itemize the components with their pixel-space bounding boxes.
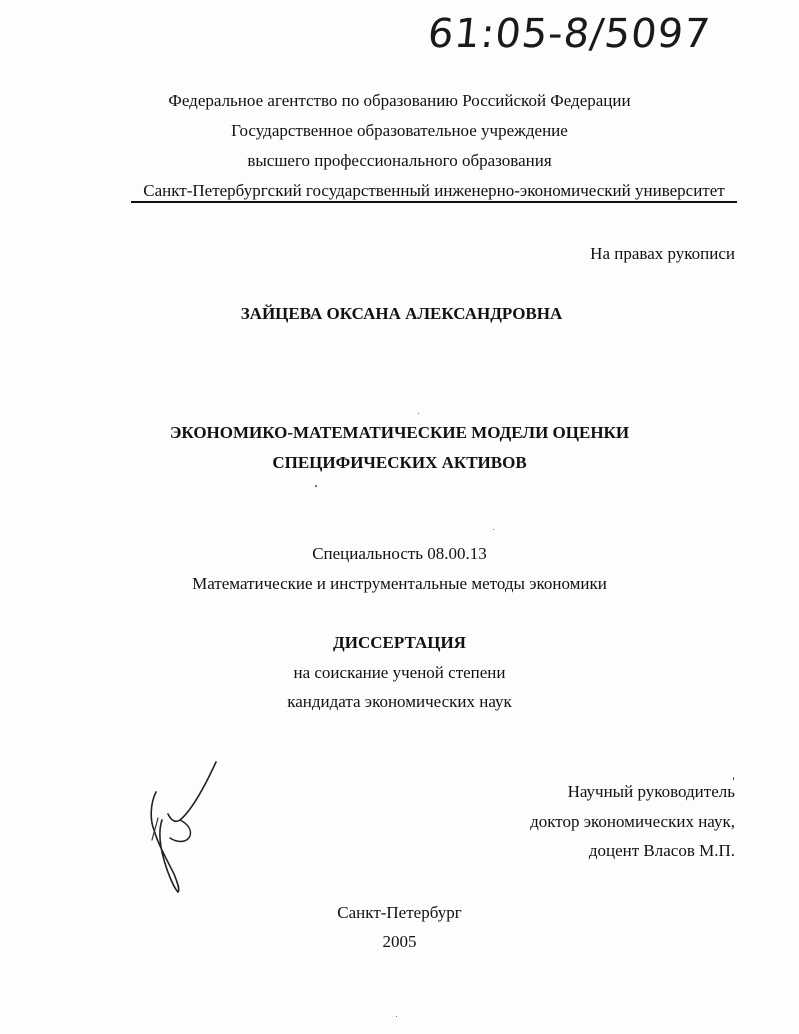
supervisor-name: доцент Власов М.П.	[588, 841, 735, 860]
scan-speck	[418, 413, 419, 414]
header-agency: Федеральное агентство по образованию Российской Федерации	[168, 91, 631, 110]
supervisor-degree: доктор экономических наук,	[530, 812, 735, 831]
title-line-1: ЭКОНОМИКО-МАТЕМАТИЧЕСКИЕ МОДЕЛИ ОЦЕНКИ	[169, 423, 630, 442]
degree-purpose: на соискание ученой степени	[293, 663, 506, 682]
header-university: Санкт-Петербургский государственный инженерно-экономический университет	[143, 181, 725, 200]
author-name: ЗАЙЦЕВА ОКСАНА АЛЕКСАНДРОВНА	[240, 304, 563, 323]
footer-city: Санкт-Петербург	[337, 903, 462, 922]
signature-icon	[140, 758, 235, 898]
footer-year: 2005	[382, 932, 417, 951]
degree-label: ДИССЕРТАЦИЯ	[333, 633, 466, 652]
scan-speck	[493, 529, 494, 530]
supervisor-role: Научный руководитель	[567, 782, 735, 801]
title-line-2: СПЕЦИФИЧЕСКИХ АКТИВОВ	[272, 453, 527, 472]
degree-name: кандидата экономических наук	[287, 692, 512, 711]
scan-speck	[396, 1016, 397, 1017]
specialty-name: Математические и инструментальные методы экономики	[192, 574, 607, 593]
handwritten-archive-number: 61:05-8/5097	[425, 11, 713, 57]
scan-speck	[315, 485, 317, 487]
scan-speck	[733, 777, 734, 780]
manuscript-note: На правах рукописи	[590, 244, 735, 263]
header-institution-type: Государственное образовательное учреждение	[231, 121, 568, 140]
specialty-code: Специальность 08.00.13	[312, 544, 487, 563]
header-divider	[131, 201, 737, 203]
header-education-level: высшего профессионального образования	[247, 151, 552, 170]
